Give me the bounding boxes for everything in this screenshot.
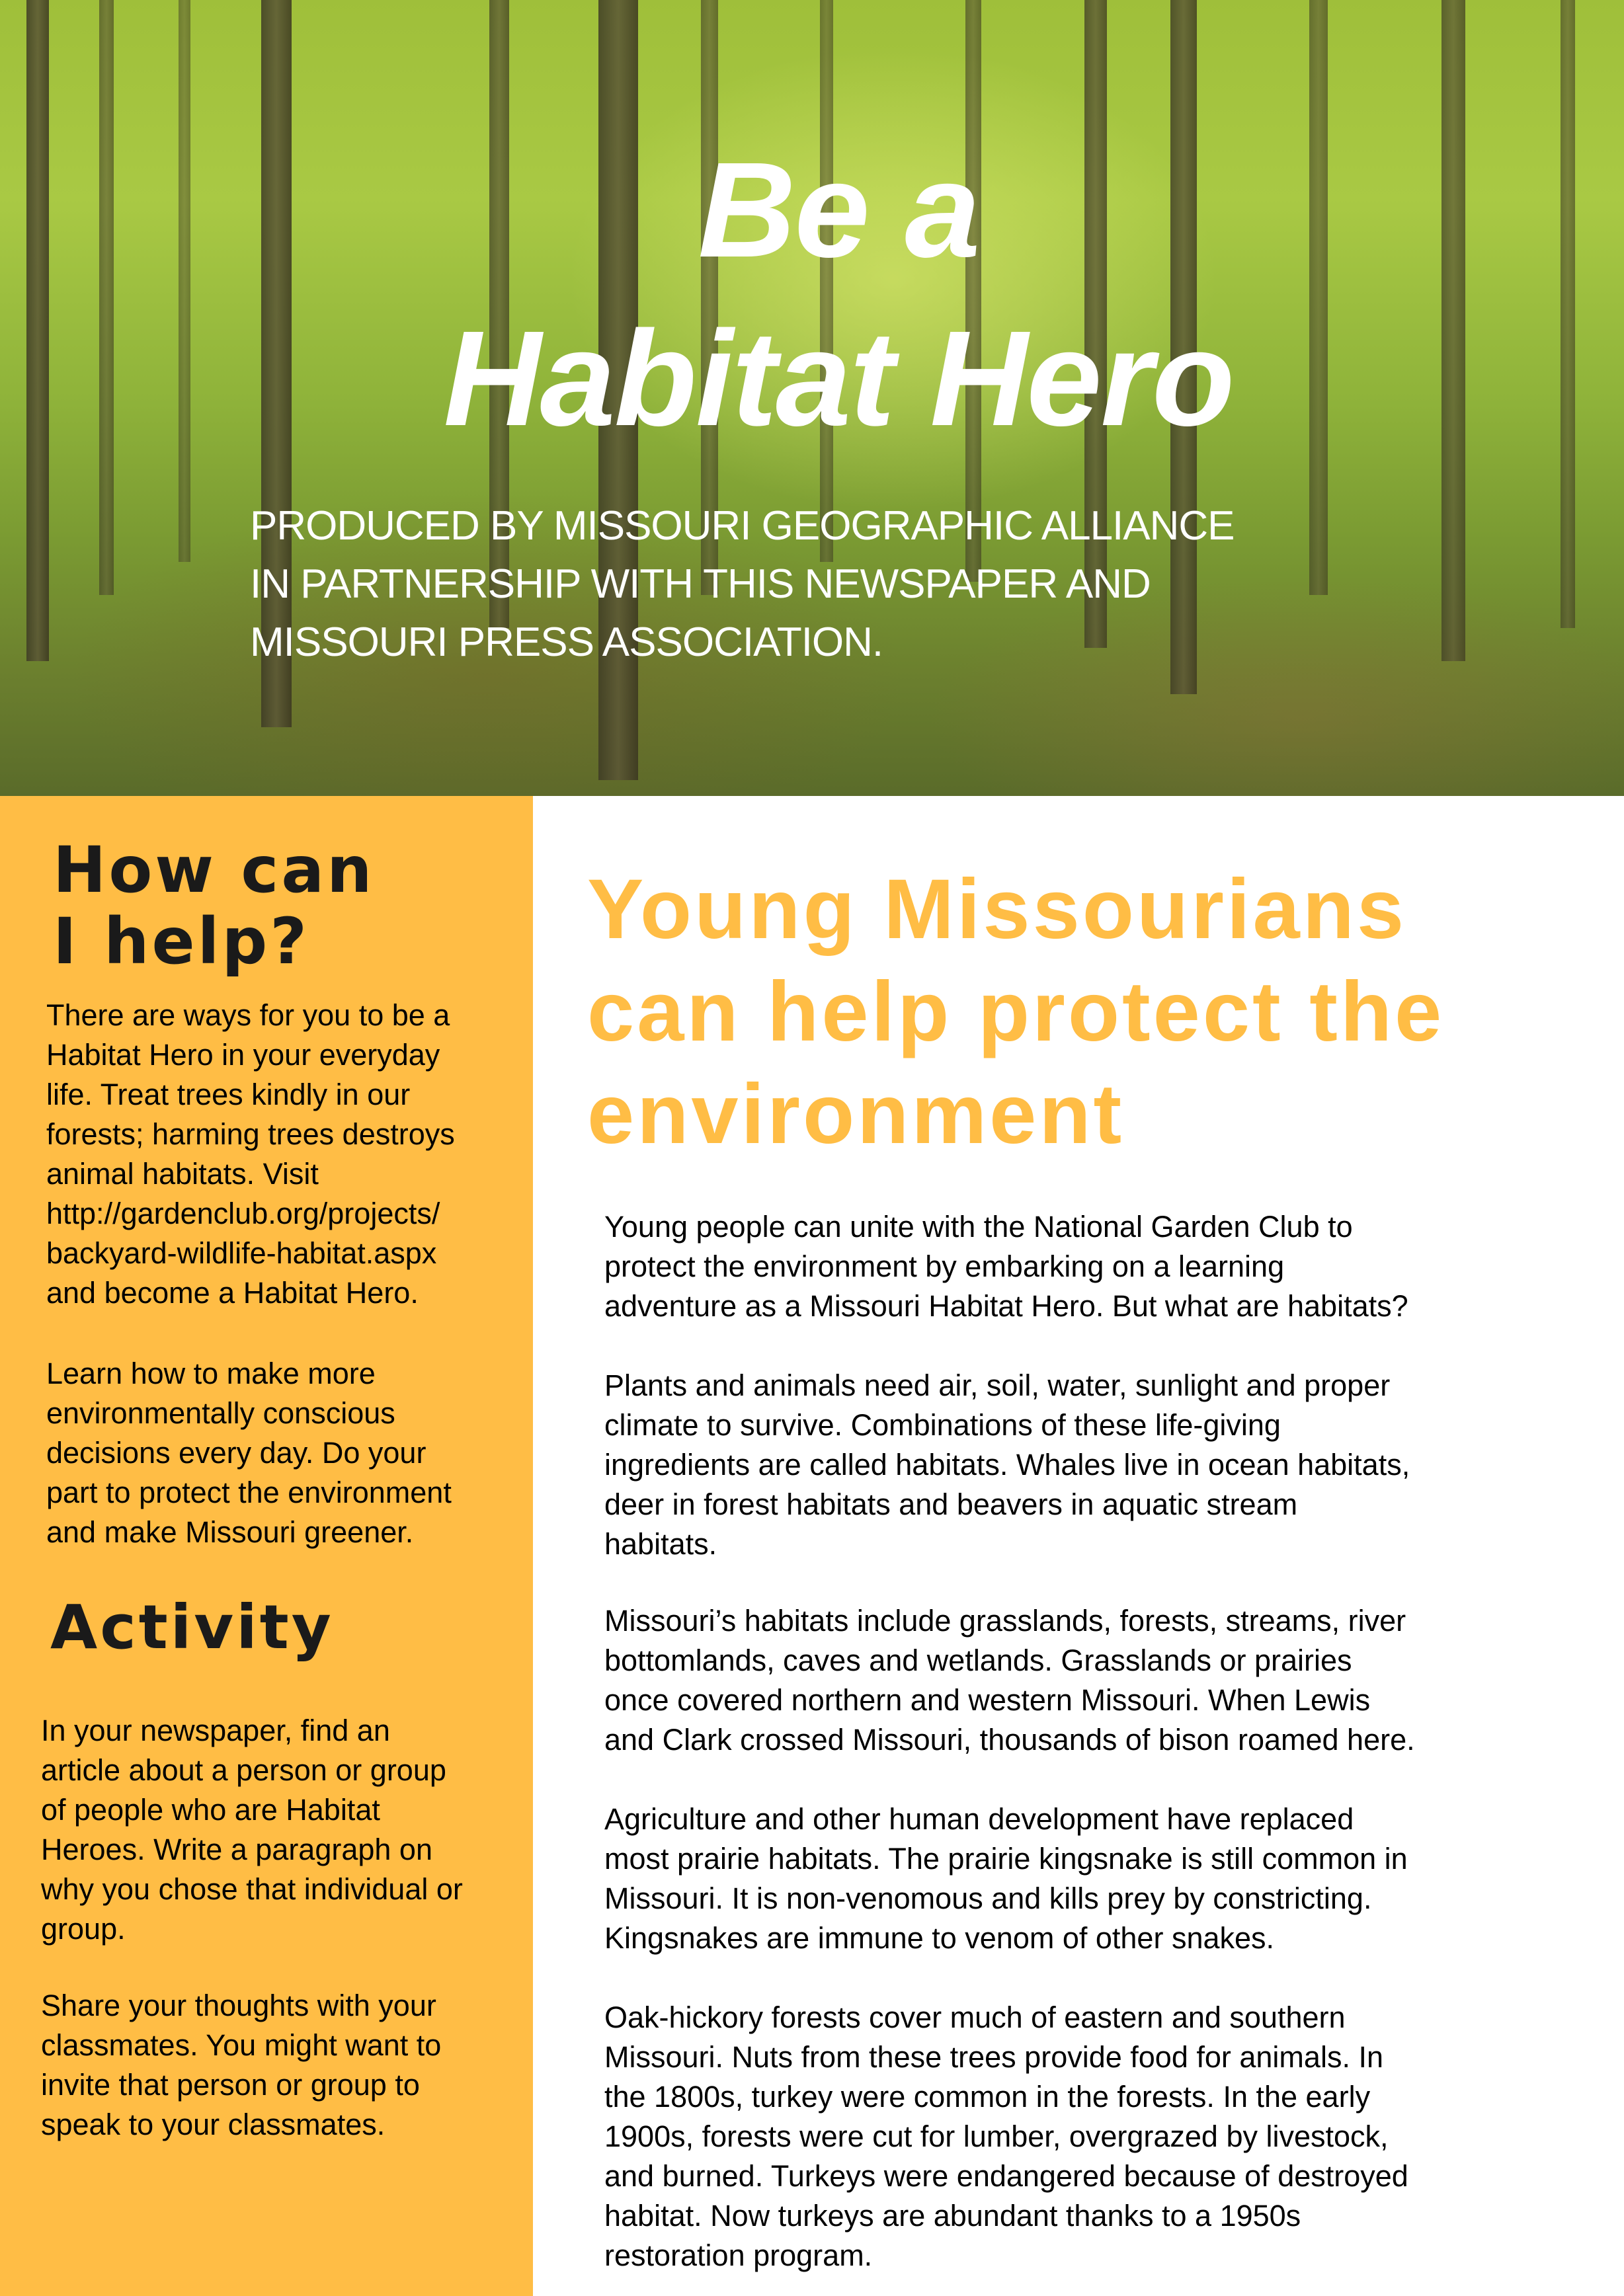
text-line: ingredients are called habitats. Whales live in ocean habitats, (604, 1448, 1410, 1482)
text-line: animal habitats. Visit (46, 1157, 319, 1191)
hero-banner (0, 0, 1624, 796)
text-line: adventure as a Missouri Habitat Hero. But what are habitats? (604, 1289, 1408, 1323)
text-line: Agriculture and other human development have replaced (604, 1802, 1354, 1836)
text-line: Missouri. Nuts from these trees provide food for animals. In (604, 2040, 1383, 2074)
text-line: once covered northern and western Missouri. When Lewis (604, 1683, 1371, 1717)
article-paragraph (604, 1601, 1596, 1760)
text-line: environmentally conscious (46, 1396, 395, 1430)
text-line: Missouri’s habitats include grasslands, forests, streams, river (604, 1604, 1406, 1638)
hero-title-line1: Be a (698, 134, 979, 286)
text-line: bottomlands, caves and wetlands. Grasslands or prairies (604, 1643, 1352, 1677)
text-line: most prairie habitats. The prairie kingsnake is still common in (604, 1842, 1408, 1876)
activity-heading: Activity (50, 1592, 334, 1663)
how-can-i-help-heading (53, 834, 374, 977)
credit-line: PRODUCED BY MISSOURI GEOGRAPHIC ALLIANCE (250, 503, 1235, 549)
text-line: restoration program. (604, 2238, 873, 2272)
sidebar-panel (0, 796, 533, 2296)
text-line: and burned. Turkeys were endangered because of destroyed (604, 2159, 1408, 2193)
text-line: In your newspaper, find an (41, 1714, 390, 1747)
text-line: group. (41, 1912, 126, 1946)
text-line: classmates. You might want to (41, 2028, 442, 2062)
text-line: invite that person or group to (41, 2068, 420, 2102)
article-headline (587, 858, 1605, 1166)
text-line: why you chose that individual or (41, 1872, 463, 1906)
text-line: speak to your classmates. (41, 2108, 386, 2141)
headline-line: Young Missourians (587, 862, 1407, 957)
text-line: climate to survive. Combinations of these life-giving (604, 1408, 1281, 1442)
text-line: Habitat Hero in your everyday (46, 1038, 440, 1072)
help-paragraph-2 (46, 1354, 522, 1552)
help-paragraph-1 (46, 996, 522, 1313)
text-line: 1900s, forests were cut for lumber, overgrazed by livestock, (604, 2119, 1389, 2153)
activity-paragraph-2 (41, 1986, 517, 2145)
text-line: of people who are Habitat (41, 1793, 380, 1827)
text-line: There are ways for you to be a (46, 998, 450, 1032)
text-line: forests; harming trees destroys (46, 1117, 455, 1151)
article-paragraph (604, 1800, 1596, 1958)
text-line: and make Missouri greener. (46, 1515, 414, 1549)
tree-trunk (965, 0, 981, 582)
article-paragraph (604, 1998, 1596, 2276)
headline-line: can help protect the (587, 965, 1445, 1059)
text-line: Learn how to make more (46, 1357, 376, 1390)
text-line: deer in forest habitats and beavers in aquatic stream (604, 1487, 1298, 1521)
text-line: protect the environment by embarking on a learning (604, 1249, 1285, 1283)
text-line: and become a Habitat Hero. (46, 1276, 419, 1310)
text-line: habitat. Now turkeys are abundant thanks to a 1950s (604, 2199, 1301, 2233)
text-line: and Clark crossed Missouri, thousands of bison roamed here. (604, 1723, 1415, 1757)
text-line: Share your thoughts with your (41, 1989, 436, 2022)
tree-trunk (179, 0, 190, 562)
article-paragraph (604, 1207, 1596, 1326)
text-line: article about a person or group (41, 1753, 446, 1787)
heading-line: How can (53, 833, 375, 907)
text-line: the 1800s, turkey were common in the forests. In the early (604, 2080, 1371, 2114)
text-line: Young people can unite with the National Garden Club to (604, 1210, 1353, 1244)
url-text: http://gardenclub.org/projects/ (46, 1197, 440, 1230)
text-line: part to protect the environment (46, 1476, 452, 1509)
text-line: Missouri. It is non-venomous and kills prey by constricting. (604, 1881, 1372, 1915)
text-line: life. Treat trees kindly in our (46, 1078, 411, 1111)
heading-line: I help? (53, 904, 309, 978)
url-text: backyard-wildlife-habitat.aspx (46, 1236, 437, 1270)
tree-trunk (99, 0, 114, 595)
text-line: Plants and animals need air, soil, water, sunlight and proper (604, 1368, 1391, 1402)
text-line: Oak-hickory forests cover much of eastern and southern (604, 2000, 1346, 2034)
credit-line: MISSOURI PRESS ASSOCIATION. (250, 619, 883, 665)
activity-paragraph-1 (41, 1711, 517, 1949)
credit-line: IN PARTNERSHIP WITH THIS NEWSPAPER AND (250, 561, 1151, 607)
hero-credit (250, 497, 1506, 672)
text-line: decisions every day. Do your (46, 1436, 426, 1470)
hero-title-line2: Habitat Hero (443, 303, 1234, 454)
headline-line: environment (587, 1067, 1125, 1162)
text-line: Kingsnakes are immune to venom of other snakes. (604, 1921, 1275, 1955)
text-line: habitats. (604, 1527, 717, 1561)
text-line: Heroes. Write a paragraph on (41, 1833, 432, 1866)
article-paragraph (604, 1366, 1596, 1564)
